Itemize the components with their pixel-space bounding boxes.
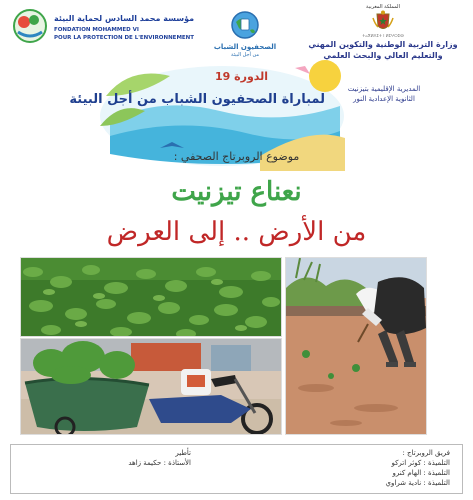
foundation-logo-icon [10,8,50,44]
team-member: التلميذة : الهام كنرو [392,469,450,477]
main-title: نعناع تيزنيت [171,177,302,207]
provincial-directorate: المديرية الإقليمية بتيزنيت [347,85,421,93]
supervision-label: تأطير [175,449,191,457]
foundation-logo-block [10,6,195,46]
young-reporters-tagline: من أجل البيئة [230,52,260,58]
supervisor-name: الأستاذة : حكيمة زاهد [128,459,191,467]
poster-header [0,0,473,62]
team-member: التلميذة : كوثر اتركو [391,459,450,467]
motorcycle-basket-photo [20,338,282,435]
school-name: الثانوية الإعدادية النور [353,95,415,103]
kingdom-label: المملكة المغربية [366,4,400,10]
farmer-planting-photo [285,257,427,435]
credits-box [10,444,463,494]
supervision-block [71,449,191,467]
coat-of-arms-icon [371,10,395,32]
foundation-name-ar: مؤسسة محمد السادس لحماية البيئة [54,14,195,23]
team-label: فريق الروبرتاج : [402,449,450,457]
competition-title: لمباراة الصحفيون الشباب من أجل البيئة [69,92,325,107]
mint-field-photo [20,257,282,337]
kingdom-tifinagh: ⵜⴰⴳⵍⴷⵉⵜ ⵏ ⵍⵎⵖⵔⵉⴱ [362,33,404,38]
ministry-name-line-1: وزارة التربية الوطنية والتكوين المهني [308,40,458,49]
foundation-name-fr-1: FONDATION MOHAMMED VI [54,27,139,33]
edition-label: الدورة 19 [215,70,269,83]
foundation-name-fr-2: POUR LA PROTECTION DE L'ENVIRONNEMENT [54,35,195,41]
sub-title: من الأرض .. إلى العرض [106,217,367,247]
report-topic-label: موضوع الروبرتاج الصحفي : [173,150,300,163]
ministry-name-line-2: والتعليم العالي والبحث العلمي [323,51,443,60]
reporting-team-block [300,449,450,487]
globe-icon [230,10,260,40]
young-reporters-name: الصحفيون الشباب [213,43,277,51]
team-member: التلميذة : نادية شراوي [385,479,450,487]
young-reporters-logo-block [200,10,290,60]
